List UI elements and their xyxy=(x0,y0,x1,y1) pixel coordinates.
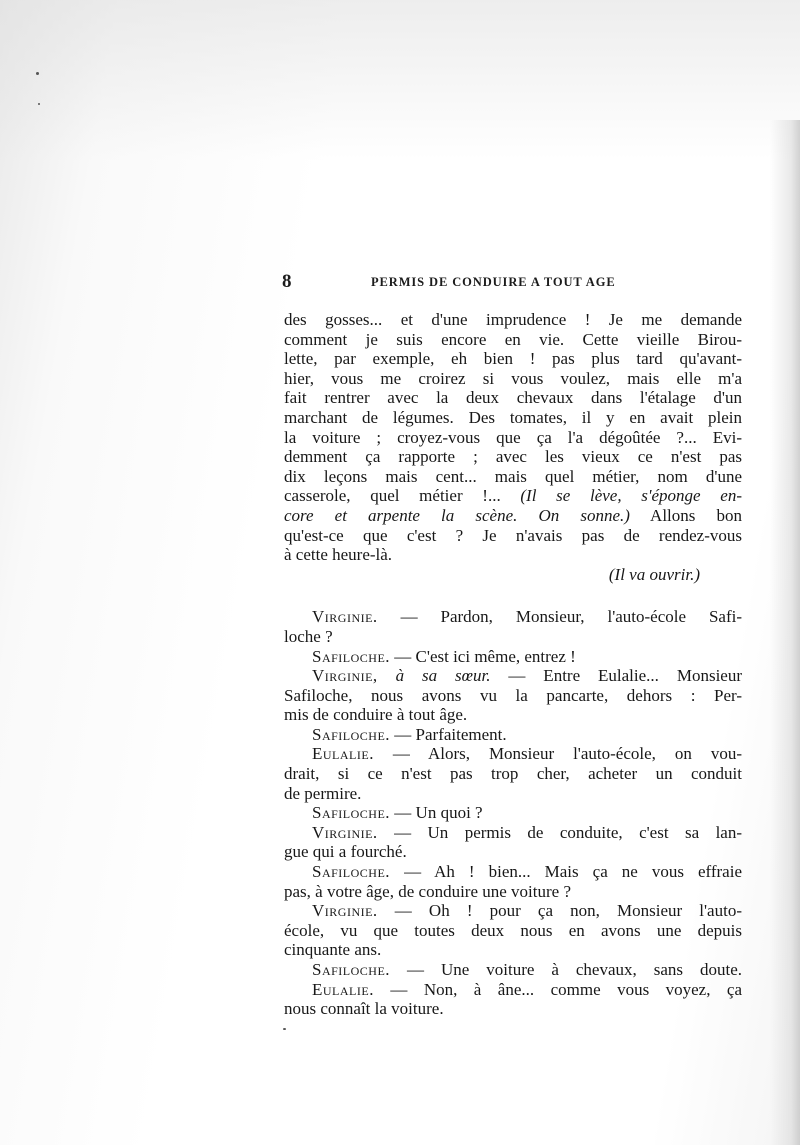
stage-direction-text: (Il va ouvrir.) xyxy=(608,564,700,584)
text-line: demment ça rapporte ; avec les vieux ce n'est pas xyxy=(284,447,742,467)
speech-text: — Pardon, Monsieur, l'auto-école Safi- xyxy=(377,607,742,627)
dust-speck xyxy=(283,1028,286,1030)
speaker-name: Eulalie. xyxy=(312,979,374,999)
dialogue-line xyxy=(284,862,742,882)
text-span: Allons bon xyxy=(629,505,742,525)
speaker-name: Virginie. xyxy=(312,822,378,842)
speaker-name: Safiloche. xyxy=(312,724,391,744)
dialogue-line: gue qui a fourché. xyxy=(284,842,407,862)
page-body xyxy=(284,310,742,1019)
dialogue-line xyxy=(284,666,742,686)
speaker-name: Virginie, xyxy=(312,666,378,686)
dialogue-line xyxy=(284,901,742,921)
speaker-name: Safiloche. xyxy=(312,646,391,666)
dialogue-line xyxy=(284,803,742,823)
speaker-name: Safiloche. xyxy=(312,862,391,882)
spacer xyxy=(284,584,742,607)
speech-text: — Entre Eulalie... Monsieur xyxy=(490,666,742,686)
speech-text: — Alors, Monsieur l'auto-école, on vou- xyxy=(373,744,742,764)
text-line xyxy=(284,506,742,526)
scan-shadow-right xyxy=(770,120,800,1145)
italic-stage-note: core et arpente la scène. On sonne.) xyxy=(284,505,630,525)
speaker-name: Virginie. xyxy=(312,607,378,627)
speech-text: — Parfaitement. xyxy=(390,724,507,744)
dialogue-line: drait, si ce n'est pas trop cher, acheter un conduit xyxy=(284,764,742,784)
speech-text: — Un permis de conduite, c'est sa lan- xyxy=(377,822,742,842)
dialogue-line: cinquante ans. xyxy=(284,940,382,960)
dialogue-line xyxy=(284,725,742,745)
page-header xyxy=(282,271,644,295)
speech-text: — Non, à âne... comme vous voyez, ça xyxy=(373,979,742,999)
dialogue-line xyxy=(284,980,742,1000)
text-line: marchant de légumes. Des tomates, il y en avait plein xyxy=(284,407,742,427)
dialogue-line: loche ? xyxy=(284,626,333,646)
stage-direction xyxy=(284,565,742,585)
text-line: la voiture ; croyez-vous que ça l'a dégoûtée ?... Evi- xyxy=(284,427,742,447)
text-line: lette, par exemple, eh bien ! pas plus tard qu'avant- xyxy=(284,349,742,369)
dialogue-line xyxy=(284,823,742,843)
speaker-name: Eulalie. xyxy=(312,744,374,764)
dialogue-line: de permire. xyxy=(284,783,362,803)
speech-text: — Un quoi ? xyxy=(390,803,483,823)
speaker-name: Safiloche. xyxy=(312,960,391,979)
text-line xyxy=(284,486,742,506)
text-line: comment je suis encore en vie. Cette vieille Birou- xyxy=(284,329,742,349)
speech-text: — Une voiture à chevaux, sans doute. xyxy=(390,960,742,979)
running-title: PERMIS DE CONDUIRE A TOUT AGE xyxy=(371,275,616,289)
dialogue-line: Safiloche, nous avons vu la pancarte, dehors : Per- xyxy=(284,685,742,705)
text-line: hier, vous me croirez si vous voulez, mais elle m'a xyxy=(284,368,742,388)
text-span: casserole, quel métier !... xyxy=(284,486,521,506)
speech-text: — Oh ! pour ça non, Monsieur l'auto- xyxy=(377,901,742,921)
dust-speck xyxy=(36,72,39,75)
dialogue-line: nous connaît la voiture. xyxy=(284,999,444,1019)
speaker-aside: à sa sœur. xyxy=(377,666,491,686)
text-line: fait rentrer avec la deux chevaux dans l'étalage d'un xyxy=(284,388,742,408)
speech-text: — Ah ! bien... Mais ça ne vous effraie xyxy=(390,862,742,882)
dialogue-line: mis de conduire à tout âge. xyxy=(284,705,468,725)
text-line: qu'est-ce que c'est ? Je n'avais pas de rendez-vous xyxy=(284,525,742,545)
page-number: 8 xyxy=(282,271,292,292)
scan-shadow-top xyxy=(0,0,800,160)
dialogue-line xyxy=(284,960,742,980)
dust-speck xyxy=(38,103,40,105)
text-line: dix leçons mais cent... mais quel métier, nom d'une xyxy=(284,466,742,486)
dialogue-line: pas, à votre âge, de conduire une voiture ? xyxy=(284,881,571,901)
speech-text: — C'est ici même, entrez ! xyxy=(390,646,576,666)
speaker-name: Virginie. xyxy=(312,901,378,921)
speaker-name: Safiloche. xyxy=(312,803,391,823)
text-line: des gosses... et d'une imprudence ! Je me demande xyxy=(284,310,742,329)
italic-stage-note: (Il se lève, s'éponge en- xyxy=(520,486,742,506)
dialogue-line: école, vu que toutes deux nous en avons une depuis xyxy=(284,920,742,940)
text-line: à cette heure-là. xyxy=(284,545,393,565)
dialogue-line xyxy=(284,744,742,764)
dialogue-line xyxy=(284,647,742,667)
dialogue-line xyxy=(284,607,742,627)
